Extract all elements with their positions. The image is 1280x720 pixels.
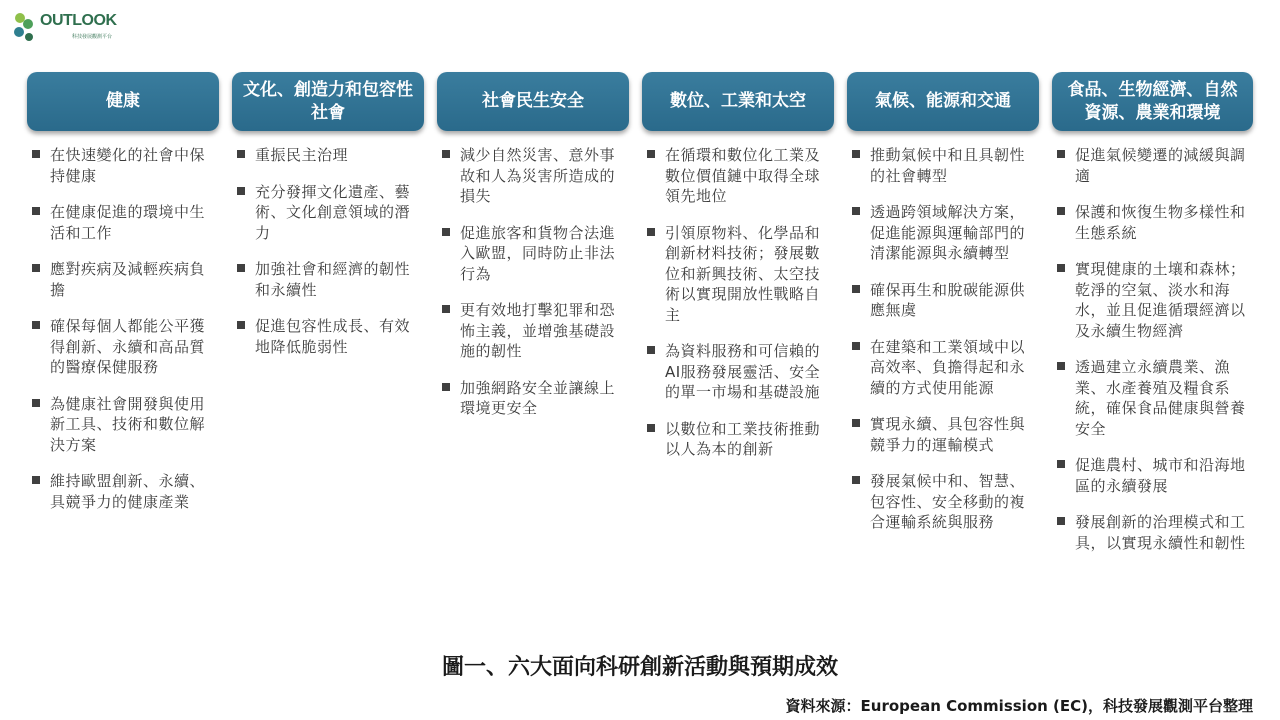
logo-subtitle: 科技發展觀測平台: [72, 34, 113, 40]
list-item: 充分發揮文化遺產、藝術、文化創意領域的潛力: [232, 182, 424, 244]
figure-caption: 圖一、六大面向科研創新活動與預期成效: [441, 655, 838, 680]
list-item: 重振民主治理: [232, 145, 424, 166]
square-bullet-icon: [1057, 517, 1065, 525]
square-bullet-icon: [1057, 150, 1065, 158]
column-header: 社會民生安全: [437, 72, 629, 131]
column-climate: [847, 72, 1039, 549]
list-item: 確保再生和脫碳能源供應無虞: [847, 280, 1039, 321]
square-bullet-icon: [237, 150, 245, 158]
square-bullet-icon: [237, 321, 245, 329]
column-header: 氣候、能源和交通: [847, 72, 1039, 131]
logo-leaf-icon: [12, 10, 42, 44]
list-item: 推動氣候中和且具韌性的社會轉型: [847, 145, 1039, 186]
list-item: 減少自然災害、意外事故和人為災害所造成的損失: [437, 145, 629, 207]
square-bullet-icon: [442, 228, 450, 236]
list-item: 維持歐盟創新、永續、具競爭力的健康產業: [27, 471, 219, 512]
square-bullet-icon: [647, 150, 655, 158]
square-bullet-icon: [237, 187, 245, 195]
square-bullet-icon: [32, 399, 40, 407]
square-bullet-icon: [1057, 264, 1065, 272]
column-digital: [642, 72, 834, 476]
list-item: 在健康促進的環境中生活和工作: [27, 202, 219, 243]
source-note: 資料來源：European Commission (EC)，科技發展觀測平台整理: [785, 697, 1253, 715]
column-culture: [232, 72, 424, 373]
list-item: 透過建立永續農業、漁業、水產養殖及糧食系統，確保食品健康與營養安全: [1052, 357, 1253, 439]
list-item: 加強社會和經濟的韌性和永續性: [232, 259, 424, 300]
list-item: 在建築和工業領域中以高效率、負擔得起和永續的方式使用能源: [847, 337, 1039, 399]
list-item: 為資料服務和可信賴的AI服務發展靈活、安全的單一市場和基礎設施: [642, 341, 834, 403]
outlook-logo: [12, 8, 124, 44]
list-item: 促進農村、城市和沿海地區的永續發展: [1052, 455, 1253, 496]
square-bullet-icon: [1057, 362, 1065, 370]
columns-container: [27, 72, 1257, 592]
list-item: 加強網路安全並讓線上環境更安全: [437, 378, 629, 419]
square-bullet-icon: [852, 476, 860, 484]
square-bullet-icon: [852, 342, 860, 350]
square-bullet-icon: [647, 424, 655, 432]
square-bullet-icon: [32, 476, 40, 484]
list-item: 在快速變化的社會中保持健康: [27, 145, 219, 186]
list-item: 應對疾病及減輕疾病負擔: [27, 259, 219, 300]
list-item: 促進氣候變遷的減緩與調適: [1052, 145, 1253, 186]
square-bullet-icon: [647, 228, 655, 236]
square-bullet-icon: [852, 419, 860, 427]
square-bullet-icon: [442, 305, 450, 313]
list-item: 促進旅客和貨物合法進入歐盟，同時防止非法行為: [437, 223, 629, 285]
list-item: 發展氣候中和、智慧、包容性、安全移動的複合運輸系統與服務: [847, 471, 1039, 533]
list-item: 引領原物料、化學品和創新材料技術；發展數位和新興技術、太空技術以實現開放性戰略自主: [642, 223, 834, 326]
column-health: [27, 72, 219, 528]
column-header: 文化、創造力和包容性社會: [232, 72, 424, 131]
square-bullet-icon: [32, 150, 40, 158]
list-item: 透過跨領域解決方案，促進能源與運輸部門的清潔能源與永續轉型: [847, 202, 1039, 264]
square-bullet-icon: [442, 150, 450, 158]
square-bullet-icon: [1057, 460, 1065, 468]
column-security: [437, 72, 629, 435]
square-bullet-icon: [1057, 207, 1065, 215]
list-item: 實現健康的土壤和森林；乾淨的空氣、淡水和海水，並且促進循環經濟以及永續生物經濟: [1052, 259, 1253, 341]
column-header: 食品、生物經濟、自然資源、農業和環境: [1052, 72, 1253, 131]
square-bullet-icon: [32, 264, 40, 272]
square-bullet-icon: [852, 150, 860, 158]
column-food: [1052, 72, 1253, 569]
logo-text: OUTLOOK: [40, 12, 117, 29]
list-item: 實現永續、具包容性與競爭力的運輸模式: [847, 414, 1039, 455]
list-item: 促進包容性成長、有效地降低脆弱性: [232, 316, 424, 357]
square-bullet-icon: [852, 207, 860, 215]
list-item: 以數位和工業技術推動以人為本的創新: [642, 419, 834, 460]
square-bullet-icon: [32, 321, 40, 329]
square-bullet-icon: [237, 264, 245, 272]
square-bullet-icon: [442, 383, 450, 391]
list-item: 確保每個人都能公平獲得創新、永續和高品質的醫療保健服務: [27, 316, 219, 378]
list-item: 發展創新的治理模式和工具，以實現永續性和韌性: [1052, 512, 1253, 553]
square-bullet-icon: [852, 285, 860, 293]
list-item: 為健康社會開發與使用新工具、技術和數位解決方案: [27, 394, 219, 456]
column-header: 數位、工業和太空: [642, 72, 834, 131]
list-item: 在循環和數位化工業及數位價值鏈中取得全球領先地位: [642, 145, 834, 207]
square-bullet-icon: [647, 346, 655, 354]
list-item: 更有效地打擊犯罪和恐怖主義，並增強基礎設施的韌性: [437, 300, 629, 362]
column-header: 健康: [27, 72, 219, 131]
square-bullet-icon: [32, 207, 40, 215]
list-item: 保護和恢復生物多樣性和生態系統: [1052, 202, 1253, 243]
